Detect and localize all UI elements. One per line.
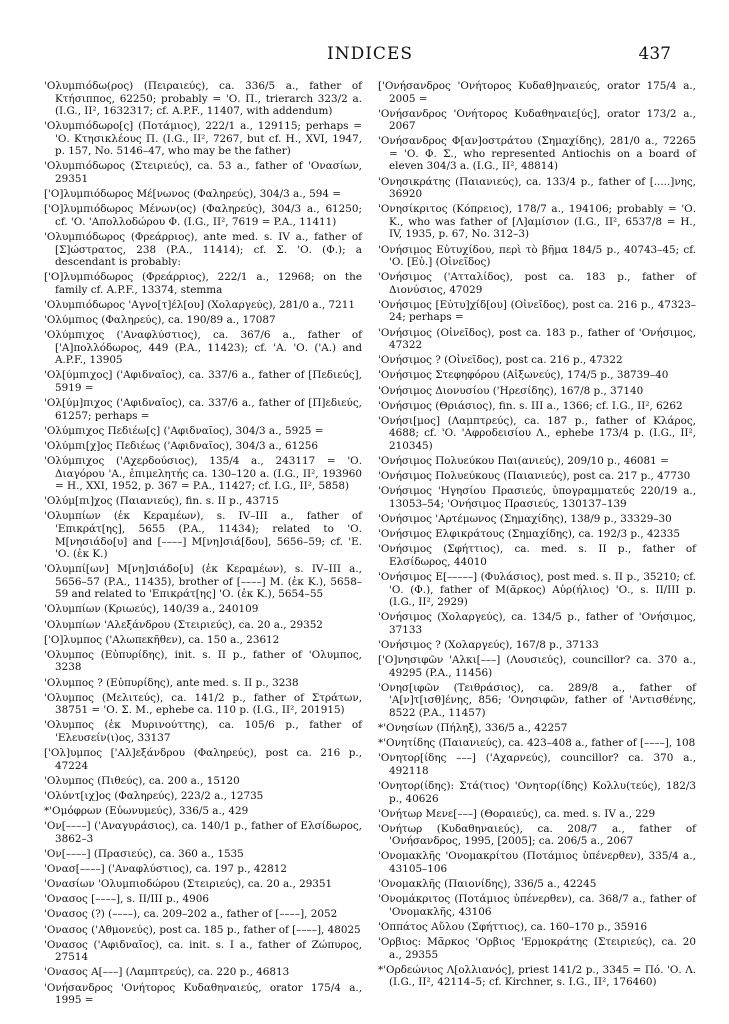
index-entry: ['Ο]νησιφῶν 'Αλκι[–––] (Λουσιεύς), councillor? ca. 370 a., 49295 (P.A., 11456) [378, 654, 696, 679]
index-entry: 'Ολυμπος (Μελιτεύς), ca. 141/2 p., father of Στράτων, 38751 = 'Ο. Σ. Μ., ephebe ca. 110 p. (I.G., II², 201915) [44, 691, 362, 717]
index-entry: 'Ονασος (?) (––––), ca. 209–202 a., father of [––––], 2052 [44, 908, 338, 921]
index-entry: 'Ονασος Α[–––] (Λαμπτρεύς), ca. 220 p., 46813 [44, 966, 290, 979]
index-entry: 'Ονασος ('Αφιδναῖος), ca. init. s. I a., father of Ζώπυρος, 27514 [44, 938, 362, 964]
index-entry: 'Ονασίων 'Ολυμπιοδώρου (Στειριεύς), ca. 20 a., 29351 [44, 878, 333, 891]
index-entry: 'Ολυμπιόδωρος (Φρεάρριος), ante med. s. IV a., father of [Σ]ώστρατος, 238 (P.A., 11414); cf. Σ. 'Ο. (Φ.); a descendant is probably: [44, 230, 362, 269]
index-entry: 'Ολ[ύμ]πιχος ('Αφιδναῖος), ca. 337/6 a., father of [Π]εδιεύς, 61257; perhaps = [44, 397, 362, 422]
index-entry: 'Ονήσιμος 'Ηγησίου Πρασιεύς, ὑπογραμματεύς 220/19 a., 13053–54; 'Ονήσιμος Πρασιεύς, 130137–139 [378, 485, 696, 510]
index-entry: 'Ονήσιμος (Σφήττιος), ca. med. s. II p., father of Ελσίδωρος, 44010 [378, 543, 696, 568]
index-entry: 'Ονησ[ιφῶν (Τειθράσιος), ca. 289/8 a., father of 'Α[ν]τ[ισθ]ένης, 856; 'Ονησιφῶν, father of 'Αντισθένης, 8522 (P.A., 11457) [378, 681, 696, 719]
index-entry: 'Ολυμπιόδω(ρος) (Πειραιεύς), ca. 336/5 a., father of Κτήσιππος, 62250; probably = 'Ο. Π., trierarch 323/2 a. (I.G., II², 1632317; cf. A.P.F., 11407, with addendum) [44, 80, 362, 118]
index-entry: 'Ονήσιμος (Θριάσιος), fin. s. III a., 1366; cf. I.G., II², 6262 [378, 399, 683, 412]
index-entry: 'Ονομακλῆς (Παιονίδης), 336/5 a., 42245 [378, 878, 597, 891]
index-entry: 'Ονήσανδρος Φ[αν]οστράτου (Σημαχίδης), 281/0 a., 72265 = 'Ο. Φ. Σ., who represented Antiochis on a board of eleven 304/3 a. (I.G., II², 48814) [378, 135, 696, 173]
page-header [0, 44, 729, 68]
index-entry: 'Ολυμπί[ων] Μ[νη]σιάδο[υ] (ἐκ Κεραμέων), s. IV–III a., 5656–57 (P.A., 11435), brother of [––––] Μ. (ἐκ Κ.), 5658–59 and related to 'Επικράτ[ης] 'Ο. (ἐκ Κ.), 5654–55 [44, 563, 362, 601]
index-entry: 'Ονήσιμος Πολυεύκους (Παιανιεύς), post ca. 217 p., 47730 [378, 470, 691, 483]
index-entry: ['Ο]λυμπιόδωρος Μένων(ος) (Φαληρεύς), 304/3 a., 61250; cf. 'Ο. 'Απολλοδώρου Φ. (I.G., II², 7619 = P.A., 11411) [44, 203, 362, 228]
index-entry: 'Ονήσιμος Στεφηφόρου (Αἰξωνεύς), 174/5 p., 38739–40 [378, 369, 669, 382]
running-title: INDICES [327, 44, 413, 64]
index-entry: 'Ολυμπος (Πιθεύς), ca. 200 a., 15120 [44, 774, 240, 787]
index-entry: 'Ονήσιμος 'Αρτέμωνος (Σημαχίδης), 138/9 p., 33329–30 [378, 513, 672, 526]
index-entry: 'Ολυμπιόδωρος (Στειριεύς), ca. 53 a., father of 'Ονασίων, 29351 [44, 160, 362, 186]
index-entry: 'Ονασος ('Αθμονεύς), post ca. 185 p., father of [––––], 48025 [44, 923, 361, 936]
index-entry: 'Ολυμπίων (Κριωεύς), 140/39 a., 240109 [44, 603, 259, 616]
index-entry: 'Ονασος [––––], s. II/III p., 4906 [44, 893, 209, 906]
index-entry: 'Ονησικράτης (Παιανιεύς), ca. 133/4 p., father of [.....]νης, 36920 [378, 175, 696, 201]
index-entry: ['Ολ]υμπος ['Αλ]εξάνδρου (Φαληρεύς), post ca. 216 p., 47224 [44, 747, 362, 772]
index-entry: *'Ορδεώνιος Λ[ολλιανός], priest 141/2 p., 3345 = Πό. 'Ο. Λ. (I.G., II², 42114–5; cf. Kirchner, s. I.G., II², 176460) [378, 963, 696, 989]
index-entry: 'Ολύμπιχος ('Αναφλύστιος), ca. 367/6 a., father of ['Α]πολλόδωρος, 449 (P.A., 11423); cf. 'Α. 'Ο. ('Α.) and A.P.F., 13905 [44, 329, 362, 367]
index-entry: 'Ολύμπιος (Φαληρεύς), ca. 190/89 a., 17087 [44, 314, 276, 327]
index-entry: ['Ο]λυμπιόδωρος (Φρεάρριος), 222/1 a., 12968; on the family cf. A.P.F., 13374, stemma [44, 271, 362, 296]
index-entry: 'Ονήσιμος [Εὐτυ]χίδ[ου] (Οἰνεῖδος), post ca. 216 p., 47323–24; perhaps = [378, 298, 696, 324]
index-entry: 'Ολυμπος ? (Εὐπυρίδης), ante med. s. II p., 3238 [44, 676, 299, 689]
index-entry: 'Ονομακλῆς 'Ονομακρίτου (Ποτάμιος ὑπένερθεν), 335/4 a., 43105–106 [378, 850, 696, 876]
index-entry: *'Ονησίων (Πήληξ), 336/5 a., 42257 [378, 722, 568, 734]
index-entry: *'Ονητίδης (Παιανιεύς), ca. 423–408 a., father of [––––], 108 [378, 737, 696, 750]
index-entry: 'Ολυμπος (Εὐπυρίδης), init. s. II p., father of 'Ολυμπος, 3238 [44, 648, 362, 674]
right-column [378, 80, 696, 992]
index-entry: 'Ονήσιμος (Οἰνεῖδος), post ca. 183 p., father of 'Ονήσιμος, 47322 [378, 326, 696, 352]
page-number: 437 [638, 44, 671, 64]
index-entry: 'Ονασ[––––] ('Αναφλύστιος), ca. 197 p., 42812 [44, 863, 287, 876]
index-entry: 'Ορβιος: Μᾶρκος 'Ορβιος 'Ερμοκράτης (Στειριεύς), ca. 20 a., 29355 [378, 936, 696, 961]
index-entry: 'Ολ[ύμπιχος] ('Αφιδναῖος), ca. 337/6 a., father of [Πεδιεύς], 5919 = [44, 369, 362, 394]
index-entry: 'Ονήτωρ (Κυδαθηναιεύς), ca. 208/7 a., father of 'Ονήσανδρος, 1995, [2005]; ca. 206/5 a., 2067 [378, 822, 696, 848]
index-entry: 'Οππάτος Αὔλου (Σφήττιος), ca. 160–170 p., 35916 [378, 921, 648, 933]
index-entry: 'Ονήσιμος ? (Χολαργεύς), 167/8 p., 37133 [378, 638, 599, 651]
index-entry: 'Ολύντ[ιχ]ος (Φαληρεύς), 223/2 a., 12735 [44, 789, 264, 802]
index-entry: 'Ονήσανδρος 'Ονήτορος Κυδαθηναιε[ύς], orator 173/2 a., 2067 [378, 107, 696, 133]
index-entry: 'Ολύμπιχος Πεδιέω[ς] ('Αφιδναῖος), 304/3 a., 5925 = [44, 424, 324, 437]
index-entry: 'Ολυμπιόδωρο[ς] (Ποτάμιος), 222/1 a., 129115; perhaps = 'Ο. Κτησικλέους Π. (I.G., II², 7267, but cf. H., XVI, 1947, p. 157, No. 5146–47, who may be the father) [44, 120, 362, 158]
index-entry: 'Ολυμπος (ἐκ Μυρινούττης), ca. 105/6 p., father of 'Ελευσείν(ι)ος, 33137 [44, 719, 362, 744]
index-entry: 'Ονήσιμος Εὐτυχίδου, περὶ τὸ βῆμα 184/5 p., 40743–45; cf. 'Ο. [Εὐ.] (Οἰνεῖδος) [378, 243, 696, 269]
index-entry: 'Ολυμπίων (ἐκ Κεραμέων), s. IV–III a., father of 'Επικράτ[ης], 5655 (P.A., 11434); related to 'Ο. Μ[νησιάδο[υ] and [––––] Μ[νη]σιά[δου], 5656–59; cf. 'Ε. 'Ο. (ἐκ Κ.) [44, 510, 362, 561]
index-entry: 'Ονησίκριτος (Κόπρειος), 178/7 a., 194106; probably = 'Ο. Κ., who was father of [Λ]αμίσιον (I.G., II², 6537/8 = H., IV, 1935, p. 67, No. 312–3) [378, 203, 696, 241]
index-entry: ['Ονήσανδρος 'Ονήτορος Κυδαθ]ηναιεύς, orator 175/4 a., 2005 = [378, 80, 696, 105]
index-entry: 'Ονήσιμος (Χολαργεύς), ca. 134/5 p., father of 'Ονήσιμος, 37133 [378, 611, 696, 636]
index-entry: 'Ολύμ[πι]χος (Παιανιεύς), fin. s. II p., 43715 [44, 495, 279, 508]
index-entry: 'Ονητορ[ίδης –––] ('Αχαρνεύς), councillor? ca. 370 a., 492118 [378, 752, 696, 777]
index-entry: 'Ολύμπι[χ]ος Πεδιέως ('Αφιδναῖος), 304/3 a., 61256 [44, 439, 319, 452]
index-entry: 'Ονήσιμος Ελφικράτους (Σημαχίδης), ca. 192/3 p., 42335 [378, 528, 681, 541]
index-entry: 'Ολυμπίων 'Αλεξάνδρου (Στειριεύς), ca. 20 a., 29352 [44, 618, 323, 631]
index-entry: 'Ον[––––] (Πρασιεύς), ca. 360 a., 1535 [44, 847, 244, 860]
index-entry: ['Ο]λυμπιόδωρος Μέ[νωνος (Φαληρεύς), 304/3 a., 594 = [44, 188, 341, 201]
index-entry: 'Ονήσιμος Διονυσίου ('Ηρεσίδης), 167/8 p., 37140 [378, 384, 644, 397]
index-entry: 'Ολύμπιχος ('Αχερδούσιος), 135/4 a., 243117 = 'Ο. Διαγόρου 'Α., ἐπιμελητής ca. 130–120 a. (I.G., II², 193960 = H., XXI, 1952, p. 367 = P.A., 11427; cf. I.G., II², 5858) [44, 455, 362, 493]
index-entry: 'Ον[––––] ('Αναγυράσιος), ca. 140/1 p., father of Ελσίδωρος, 3862–3 [44, 820, 362, 845]
index-entry: 'Ονητορ(ίδης): Στά(τιος) 'Ονητορ(ίδης) Κολλυ(τεύς), 182/3 p., 40626 [378, 779, 696, 805]
index-entry: 'Ονήσιμος ? (Οἰνεῖδος), post ca. 216 p., 47322 [378, 354, 623, 367]
index-entry: 'Ολυμπιόδωρος 'Αγνο[τ]έλ[ου] (Χολαργεύς), 281/0 a., 7211 [44, 298, 355, 311]
index-entry: 'Ονήσιμος ('Ατταλίδος), post ca. 183 p., father of Διονύσιος, 47029 [378, 271, 696, 296]
index-entry: 'Ονομάκριτος (Ποτάμιος ὑπένερθεν), ca. 368/7 a., father of 'Ονομακλῆς, 43106 [378, 893, 696, 918]
index-entry: 'Ονήσι[μος] (Λαμπτρεύς), ca. 187 p., father of Κλάρος, 4688; cf. 'Ο. 'Αφροδεισίου Λ., ephebe 173/4 p. (I.G., II², 210345) [378, 414, 696, 452]
index-entry: 'Ονήτωρ Μενε[–––] (Θοραιεύς), ca. med. s. IV a., 229 [378, 807, 656, 820]
left-column [44, 80, 362, 1009]
index-entry: 'Ονήσανδρος 'Ονήτορος Κυδαθηναιεύς, orator 175/4 a., 1995 = [44, 981, 362, 1007]
index-entry: ['Ο]λυμπος ('Αλωπεκῆθεν), ca. 150 a., 23612 [44, 633, 280, 646]
index-entry: 'Ονήσιμος Ε[–––––] (Φυλάσιος), post med. s. II p., 35210; cf. 'Ο. (Φ.), father of Μ(ᾶρκος) Αὐρ(ήλιος) 'Ο., s. II/III p. (I.G., II², 2929) [378, 571, 696, 609]
index-entry: 'Ονήσιμος Πολυεύκου Παι(ανιεύς), 209/10 p., 46081 = [378, 455, 669, 468]
index-entry: *'Ομόφρων (Εὐωνυμεύς), 336/5 a., 429 [44, 805, 249, 818]
